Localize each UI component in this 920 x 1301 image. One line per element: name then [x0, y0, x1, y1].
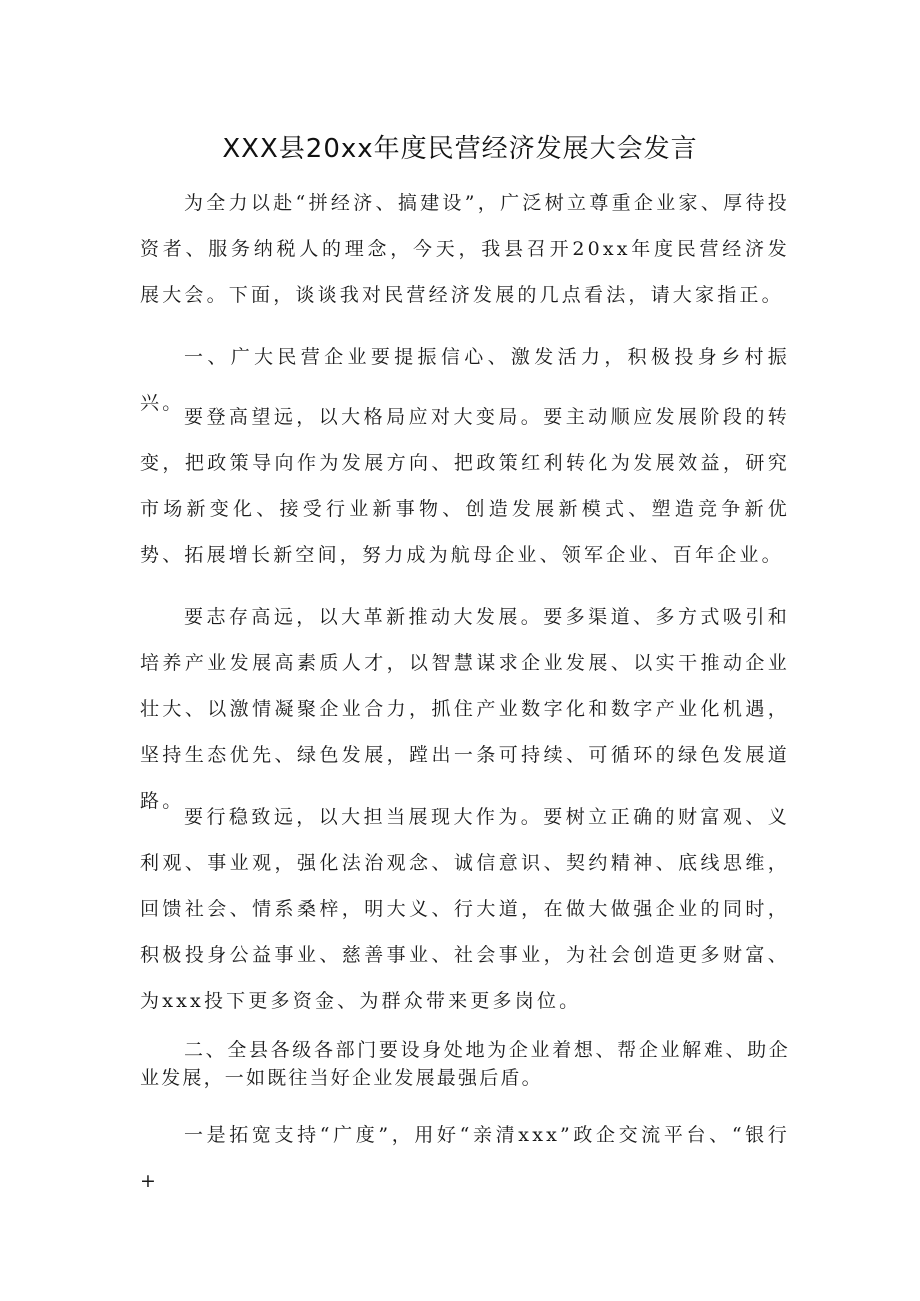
paragraph-point-three: 要行稳致远，以大担当展现大作为。要树立正确的财富观、义利观、事业观，强化法治观念、诚信意识、契约精神、底线思维，回馈社会、情系桑梓，明大义、行大道，在做大做强企业的同时，积极投身公益事业、慈善事业、社会事业，为社会创造更多财富、为xxx投下更多资金、为群众带来更多岗位。 [140, 806, 790, 1012]
paragraph-section-two-heading: 二、全县各级各部门要设身处地为企业着想、帮企业解难、助企业发展，一如既往当好企业发展最强后盾。 [140, 1039, 790, 1089]
paragraph-section-one-heading: 一、广大民营企业要提振信心、激发活力，积极投身乡村振兴。 [140, 346, 790, 414]
paragraph-point-one: 要登高望远，以大格局应对大变局。要主动顺应发展阶段的转变，把政策导向作为发展方向、把政策红利转化为发展效益，研究市场新变化、接受行业新事物、创造发展新模式、塑造竞争新优势、拓展增长新空间，努力成为航母企业、领军企业、百年企业。 [140, 406, 790, 566]
paragraph-point-two: 要志存高远，以大革新推动大发展。要多渠道、多方式吸引和培养产业发展高素质人才，以智慧谋求企业发展、以实干推动企业壮大、以激情凝聚企业合力，抓住产业数字化和数字产业化机遇，坚持生态优先、绿色发展，蹚出一条可持续、可循环的绿色发展道路。 [140, 606, 790, 812]
paragraph-intro: 为全力以赴“拼经济、搞建设”，广泛树立尊重企业家、厚待投资者、服务纳税人的理念，今天，我县召开20xx年度民营经济发展大会。下面，谈谈我对民营经济发展的几点看法，请大家指正。 [140, 192, 790, 306]
document-title: XXX县20xx年度民营经济发展大会发言 [222, 134, 698, 164]
paragraph-measure-one: 一是拓宽支持“广度”，用好“亲清xxx”政企交流平台、“银行+ [140, 1124, 790, 1192]
